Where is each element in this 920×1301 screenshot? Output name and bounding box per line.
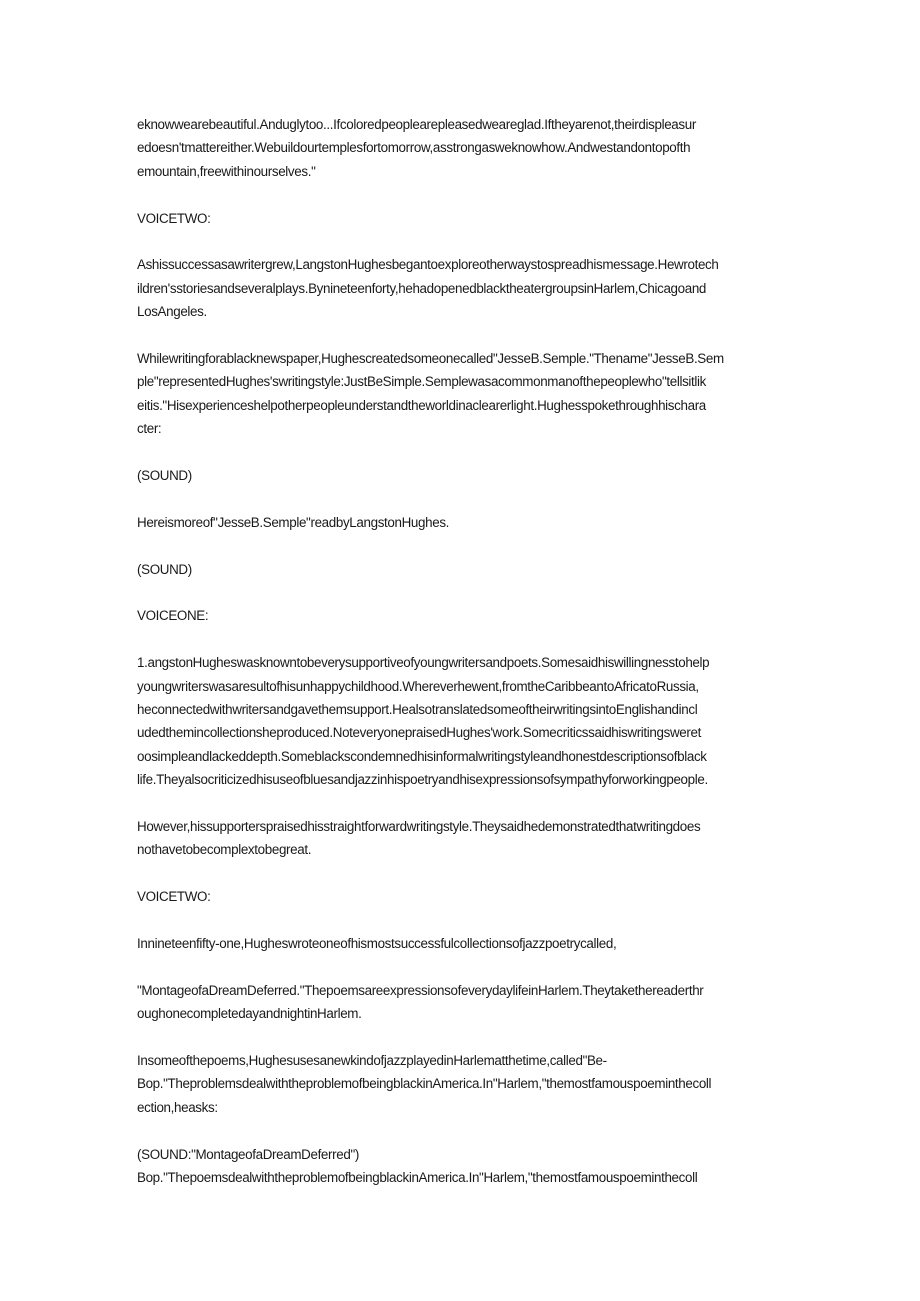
text-line: Hereismoreof"JesseB.Semple"readbyLangstonHughes.: [137, 514, 450, 530]
text-line: (SOUND): [137, 468, 192, 484]
paragraph: [137, 1143, 785, 1190]
text-line: youngwriterswasaresultofhisunhappychildhood.Whereverhewent,fromtheCaribbeantoAfricatoRussia,: [137, 678, 699, 694]
text-line: VOICETWO:: [137, 210, 211, 226]
paragraph: [137, 979, 785, 1026]
paragraph: [137, 253, 785, 323]
text-line: "MontageofaDreamDeferred."ThepoemsareexpressionsofeverydaylifeinHarlem.Theytakethereaderthr: [137, 982, 704, 998]
text-line: 1.angstonHugheswasknowntobeverysupportiveofyoungwritersandpoets.Somesaidhiswillingnesstohelp: [137, 655, 710, 671]
paragraph: [137, 932, 785, 955]
text-line: However,hissupporterspraisedhisstraightforwardwritingstyle.Theysaidhedemonstratedthatwritingdoes: [137, 819, 701, 835]
text-line: (SOUND:"MontageofaDreamDeferred"): [137, 1146, 359, 1162]
text-line: VOICETWO:: [137, 889, 211, 905]
text-line: VOICEONE:: [137, 608, 209, 624]
text-line: eknowwearebeautiful.Anduglytoo...Ifcoloredpeoplearepleasedweareglad.Iftheyarenot,theirdispleasur: [137, 117, 696, 132]
paragraph: [137, 1049, 785, 1119]
text-line: edoesn'tmattereither.Webuildourtemplesfortomorrow,asstrongasweknowhow.Andwestandontopofth: [137, 140, 691, 156]
paragraph: [137, 651, 785, 791]
text-line: Innineteenfifty-one,Hugheswroteoneofhismostsuccessfulcollectionsofjazzpoetrycalled,: [137, 936, 617, 952]
text-line: heconnectedwithwritersandgavethemsupport.HealsotranslatedsomeoftheirwritingsintoEnglishandincl: [137, 702, 698, 718]
text-line: Ashissuccessasawritergrew,LangstonHughesbegantoexploreotherwaystospreadhismessage.Hewrotech: [137, 257, 719, 273]
paragraph: [137, 815, 785, 862]
text-line: ple"representedHughes'swritingstyle:JustBeSimple.Semplewasacommonmanofthepeoplewho"tellsitlik: [137, 374, 707, 390]
text-line: ection,heasks:: [137, 1099, 218, 1115]
paragraph: [137, 511, 785, 534]
text-line: oughonecompletedayandnightinHarlem.: [137, 1006, 362, 1022]
text-line: ildren'sstoriesandseveralplays.Bynineteenforty,hehadopenedblacktheatergroupsinHarlem,Chicagoand: [137, 280, 707, 296]
text-line: (SOUND): [137, 561, 192, 577]
paragraph: [137, 464, 785, 487]
text-line: LosAngeles.: [137, 304, 207, 320]
text-line: Bop."TheproblemsdealwiththeproblemofbeingblackinAmerica.In"Harlem,"themostfamouspoeminthecoll: [137, 1076, 712, 1092]
paragraph: [137, 207, 785, 230]
paragraph: [137, 113, 785, 183]
document-body: [137, 113, 785, 1213]
text-line: Whilewritingforablacknewspaper,Hughescreatedsomeonecalled"JesseB.Semple."Thename"JesseB.Sem: [137, 351, 724, 367]
text-line: life.Theyalsocriticizedhisuseofbluesandjazzinhispoetryandhisexpressionsofsympathyforworkingpeople.: [137, 772, 708, 788]
paragraph: [137, 347, 785, 441]
text-line: cter:: [137, 421, 162, 437]
text-line: Bop."ThepoemsdealwiththeproblemofbeingblackinAmerica.In"Harlem,"themostfamouspoeminthecoll: [137, 1170, 698, 1186]
paragraph: [137, 604, 785, 627]
paragraph: [137, 558, 785, 581]
text-line: Insomeofthepoems,HughesusesanewkindofjazzplayedinHarlematthetime,called"Be-: [137, 1053, 607, 1069]
text-line: udedthemincollectionsheproduced.NoteveryonepraisedHughes'work.Somecriticssaidhiswritingsweret: [137, 725, 701, 741]
paragraph: [137, 885, 785, 908]
text-line: emountain,freewithinourselves.": [137, 163, 316, 179]
text-line: oosimpleandlackeddepth.Someblackscondemnedhisinformalwritingstyleandhonestdescriptionsofblack: [137, 748, 707, 764]
text-line: nothavetobecomplextobegreat.: [137, 842, 312, 858]
text-line: eitis."Hisexperienceshelpotherpeopleunderstandtheworldinaclearerlight.Hughesspokethroughhischara: [137, 397, 706, 413]
